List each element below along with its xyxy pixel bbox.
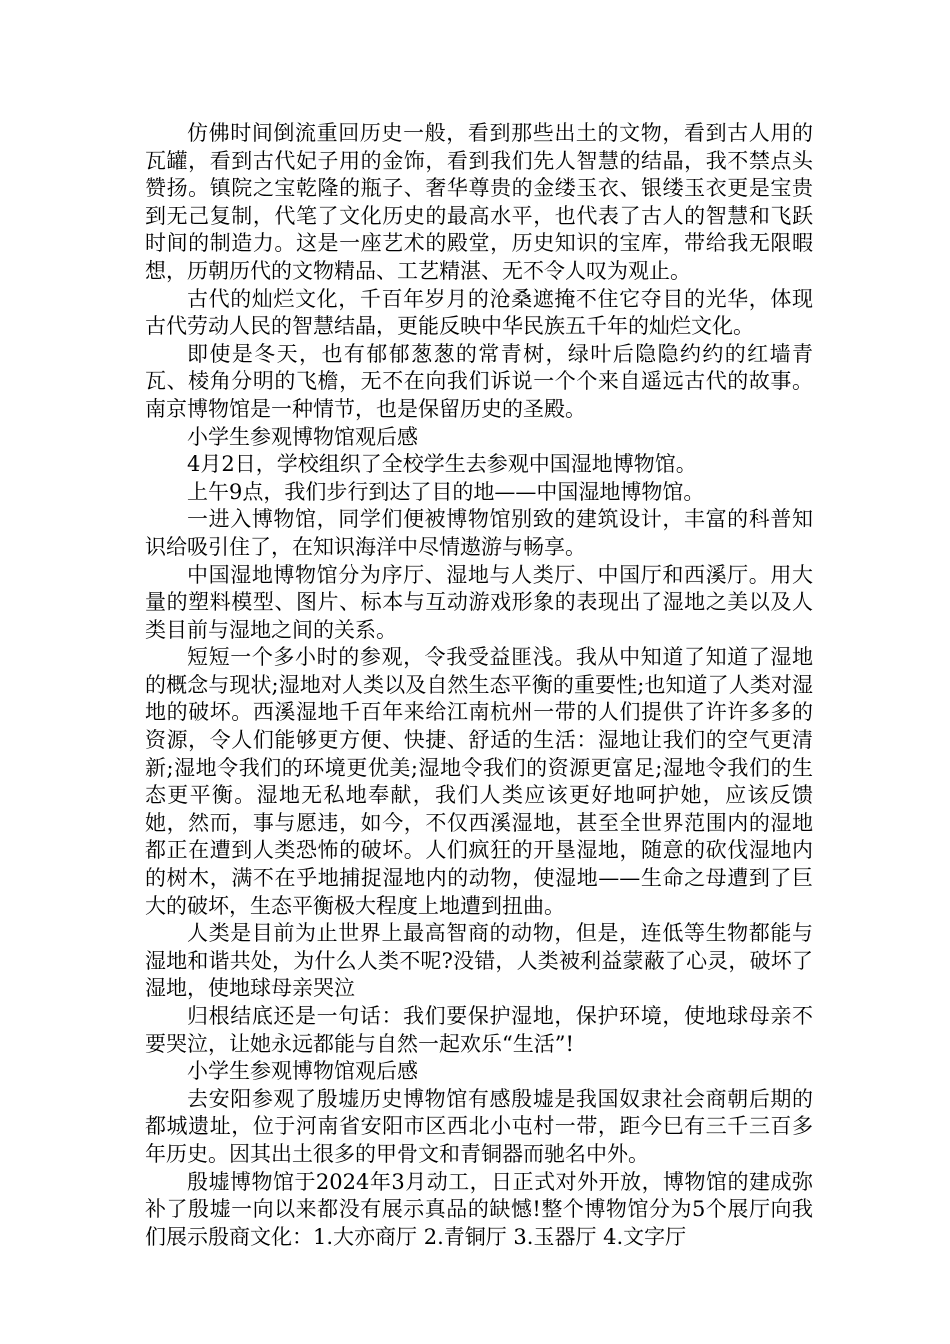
paragraph-morning-arrival: 上午9点，我们步行到达了目的地——中国湿地博物馆。 [187,479,705,504]
section-heading-yinxu-museum: 小学生参观博物馆观后感 [187,1059,418,1084]
paragraph-humans-and-wetland: 人类是目前为止世界上最高智商的动物，但是，连低等生物都能与湿地和谐共处，为什么人类不呢?没错，人类被利益蒙蔽了心灵，破坏了湿地，使地球母亲哭泣 [145,921,813,1001]
paragraph-entering-museum: 一进入博物馆，同学们便被博物馆别致的建筑设计，丰富的科普知识给吸引住了，在知识海洋中尽情遨游与畅享。 [145,507,813,559]
paragraph-wetland-lessons: 短短一个多小时的参观，令我受益匪浅。我从中知道了知道了湿地的概念与现状;湿地对人类以及自然生态平衡的重要性;也知道了人类对湿地的破坏。西溪湿地千百年来给江南杭州一带的人们提供了许许多多的资源，令人们能够更方便、快捷、舒适的生活：湿地让我们的空气更清新;湿地令我们的环境更优美;湿地令我们的资源更富足;湿地令我们的生态更平衡。湿地无私地奉献，我们人类应该更好地呵护她，应该反馈她，然而，事与愿违，如今，不仅西溪湿地，甚至全世界范围内的湿地都正在遭到人类恐怖的破坏。人们疯狂的开垦湿地，随意的砍伐湿地内的树木，满不在乎地捕捉湿地内的动物，使湿地——生命之母遭到了巨大的破坏，生态平衡极大程度上地遭到扭曲。 [145,645,813,918]
document-body [145,120,813,1251]
paragraph-yinxu-exhibits: 殷墟博物馆于2024年3月动工，日正式对外开放，博物馆的建成弥补了殷墟一向以来都没有展示真品的缺憾!整个博物馆分为5个展厅向我们展示殷商文化：1.大亦商厅 2.青铜厅 3.玉器厅 4.文字厅 [145,1169,813,1249]
paragraph-april-visit: 4月2日，学校组织了全校学生去参观中国湿地博物馆。 [187,452,697,477]
paragraph-conclusion: 归根结底还是一句话：我们要保护湿地，保护环境，使地球母亲不要哭泣，让她永远都能与自然一起欢乐“生活”! [145,1004,813,1056]
section-heading-wetland-museum: 小学生参观博物馆观后感 [187,424,418,449]
paragraph-winter-evergreen: 即使是冬天，也有郁郁葱葱的常青树，绿叶后隐隐约约的红墙青瓦、棱角分明的飞檐，无不在向我们诉说一个个来自遥远古代的故事。南京博物馆是一种情节，也是保留历史的圣殿。 [145,341,813,421]
paragraph-museum-halls: 中国湿地博物馆分为序厅、湿地与人类厅、中国厅和西溪厅。用大量的塑料模型、图片、标本与互动游戏形象的表现出了湿地之美以及人类目前与湿地之间的关系。 [145,562,813,642]
paragraph-ancient-culture: 古代的灿烂文化，千百年岁月的沧桑遮掩不住它夺目的光华，体现古代劳动人民的智慧结晶，更能反映中华民族五千年的灿烂文化。 [145,286,813,339]
paragraph-museum-relics: 仿佛时间倒流重回历史一般，看到那些出土的文物，看到古人用的瓦罐，看到古代妃子用的金饰，看到我们先人智慧的结晶，我不禁点头赞扬。镇院之宝乾隆的瓶子、奢华尊贵的金缕玉衣、银缕玉衣更是宝贵到无己复制，代笔了文化历史的最高水平，也代表了古人的智慧和飞跃时间的制造力。这是一座艺术的殿堂，历史知识的宝库，带给我无限暇想，历朝历代的文物精品、工艺精湛、无不令人叹为观止。 [145,121,813,283]
paragraph-yinxu-intro: 去安阳参观了殷墟历史博物馆有感殷墟是我国奴隶社会商朝后期的都城遗址，位于河南省安阳市区西北小屯村一带，距今巳有三千三百多年历史。因其出土很多的甲骨文和青铜器而驰名中外。 [145,1086,813,1166]
